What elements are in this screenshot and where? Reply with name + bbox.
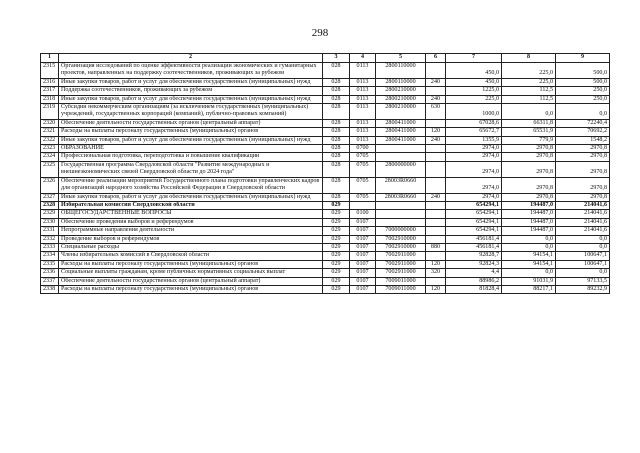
amount-year-1: 92828,7 [446, 252, 502, 260]
ministry-code: 028 [323, 119, 350, 127]
amount-year-2: 2970,8 [502, 145, 556, 153]
ministry-code: 028 [323, 145, 350, 153]
amount-year-3: 72240,4 [556, 119, 610, 127]
table-row [41, 128, 610, 136]
amount-year-1: 88986,2 [446, 277, 502, 285]
amount-year-3: 2970,8 [556, 153, 610, 161]
ministry-code: 028 [323, 128, 350, 136]
target-article-code: 7002911000 [376, 260, 426, 268]
amount-year-2: 65531,9 [502, 128, 556, 136]
amount-year-2: 66311,8 [502, 119, 556, 127]
target-article-code: 7002910000 [376, 235, 426, 243]
ministry-code: 029 [323, 201, 350, 209]
section-code: 0107 [350, 277, 376, 285]
amount-year-3: 97133,5 [556, 277, 610, 285]
row-number: 2320 [41, 119, 59, 127]
column-header: 1 [41, 54, 59, 63]
table-row [41, 277, 610, 285]
ministry-code: 029 [323, 218, 350, 226]
expense-name: Иные закупки товаров, работ и услуг для обеспечения государственных (муниципальных) нужд [59, 78, 323, 86]
expense-name: Субсидии некоммерческим организациям (за исключением государственных (муниципальных) учреждений, государственных корпораций (компаний), публично-правовых компаний) [59, 104, 323, 120]
target-article-code [376, 210, 426, 218]
amount-year-2: 2970,8 [502, 177, 556, 193]
table-row [41, 260, 610, 268]
row-number: 2323 [41, 145, 59, 153]
amount-year-3: 214041,6 [556, 201, 610, 209]
amount-year-3: 2970,8 [556, 177, 610, 193]
row-number: 2338 [41, 285, 59, 293]
expense-type-code [426, 87, 446, 95]
table-row [41, 243, 610, 251]
target-article-code: 7009011000 [376, 277, 426, 285]
expense-name: Расходы на выплаты персоналу государственных (муниципальных) органов [59, 285, 323, 293]
target-article-code [376, 201, 426, 209]
amount-year-1: 2974,0 [446, 153, 502, 161]
target-article-code: 7002911000 [376, 252, 426, 260]
column-header: 3 [323, 54, 350, 63]
section-code: 0113 [350, 95, 376, 103]
ministry-code: 028 [323, 193, 350, 201]
ministry-code: 029 [323, 260, 350, 268]
section-code: 0705 [350, 177, 376, 193]
amount-year-2: 194487,0 [502, 210, 556, 218]
column-header: 4 [350, 54, 376, 63]
target-article-code: 2800411000 [376, 136, 426, 144]
target-article-code: 28003R0660 [376, 177, 426, 193]
amount-year-1: 67028,6 [446, 119, 502, 127]
row-number: 2327 [41, 193, 59, 201]
table-row [41, 145, 610, 153]
row-number: 2336 [41, 269, 59, 277]
amount-year-1: 225,0 [446, 95, 502, 103]
column-header: 9 [556, 54, 610, 63]
table-row [41, 285, 610, 293]
column-header: 8 [502, 54, 556, 63]
row-number: 2328 [41, 201, 59, 209]
row-number: 2333 [41, 243, 59, 251]
target-article-code: 7002911000 [376, 269, 426, 277]
header-row [41, 54, 610, 63]
amount-year-3: 89232,9 [556, 285, 610, 293]
amount-year-1: 456181,4 [446, 235, 502, 243]
expense-type-code [426, 63, 446, 79]
amount-year-3: 100647,1 [556, 252, 610, 260]
amount-year-2: 0,0 [502, 269, 556, 277]
expense-name: Проведение выборов и референдумов [59, 235, 323, 243]
expense-type-code: 240 [426, 193, 446, 201]
target-article-code: 28003R0660 [376, 193, 426, 201]
row-number: 2330 [41, 218, 59, 226]
section-code: 0107 [350, 260, 376, 268]
amount-year-3: 214041,6 [556, 210, 610, 218]
expense-type-code [426, 218, 446, 226]
row-number: 2316 [41, 78, 59, 86]
amount-year-3: 2970,8 [556, 193, 610, 201]
section-code: 0113 [350, 63, 376, 79]
amount-year-1: 450,0 [446, 78, 502, 86]
amount-year-1: 1225,0 [446, 87, 502, 95]
target-article-code [376, 218, 426, 226]
amount-year-2: 194487,0 [502, 227, 556, 235]
row-number: 2324 [41, 153, 59, 161]
amount-year-3: 2970,8 [556, 161, 610, 177]
table-row [41, 95, 610, 103]
table-row [41, 177, 610, 193]
row-number: 2321 [41, 128, 59, 136]
expense-name: ОБЩЕГОСУДАРСТВЕННЫЕ ВОПРОСЫ [59, 210, 323, 218]
amount-year-2: 2970,8 [502, 161, 556, 177]
row-number: 2322 [41, 136, 59, 144]
column-header: 7 [446, 54, 502, 63]
expense-type-code: 240 [426, 78, 446, 86]
amount-year-2: 112,5 [502, 87, 556, 95]
expense-type-code: 630 [426, 104, 446, 120]
expense-type-code [426, 153, 446, 161]
expense-type-code [426, 252, 446, 260]
expense-name: Обеспечение реализации мероприятий Государственного плана подготовки управленческих кадров для организаций народного хозяйства Российской Федерации в Свердловской области [59, 177, 323, 193]
page-number: 298 [311, 27, 329, 39]
ministry-code: 028 [323, 78, 350, 86]
expense-name: Социальные выплаты гражданам, кроме публичных нормативных социальных выплат [59, 269, 323, 277]
target-article-code: 2800210000 [376, 104, 426, 120]
expense-name: Иные закупки товаров, работ и услуг для обеспечения государственных (муниципальных) нужд [59, 193, 323, 201]
amount-year-2: 225,0 [502, 78, 556, 86]
amount-year-3: 250,0 [556, 87, 610, 95]
expense-name: Поддержка соотечественников, проживающих за рубежом [59, 87, 323, 95]
amount-year-2: 91031,9 [502, 277, 556, 285]
table-row [41, 252, 610, 260]
row-number: 2335 [41, 260, 59, 268]
section-code: 0113 [350, 78, 376, 86]
expense-type-code: 240 [426, 136, 446, 144]
row-number: 2319 [41, 104, 59, 120]
amount-year-2: 88217,1 [502, 285, 556, 293]
table-row [41, 227, 610, 235]
amount-year-2: 779,9 [502, 136, 556, 144]
amount-year-1: 654294,1 [446, 201, 502, 209]
expense-name: Непрограммные направления деятельности [59, 227, 323, 235]
ministry-code: 028 [323, 136, 350, 144]
amount-year-2: 0,0 [502, 243, 556, 251]
row-number: 2315 [41, 63, 59, 79]
amount-year-3: 214041,6 [556, 227, 610, 235]
expense-type-code [426, 277, 446, 285]
ministry-code: 028 [323, 87, 350, 95]
amount-year-3: 70692,2 [556, 128, 610, 136]
amount-year-3: 0,0 [556, 104, 610, 120]
target-article-code [376, 153, 426, 161]
expense-name: Расходы на выплаты персоналу государственных (муниципальных) органов [59, 128, 323, 136]
expense-type-code: 880 [426, 243, 446, 251]
expense-type-code [426, 119, 446, 127]
section-code: 0100 [350, 210, 376, 218]
section-code: 0113 [350, 104, 376, 120]
expense-type-code [426, 201, 446, 209]
row-number: 2326 [41, 177, 59, 193]
target-article-code: 2800110000 [376, 63, 426, 79]
target-article-code [376, 145, 426, 153]
section-code [350, 201, 376, 209]
section-code: 0107 [350, 218, 376, 226]
expense-type-code [426, 227, 446, 235]
ministry-code: 029 [323, 243, 350, 251]
expense-name: Обеспечение проведения выборов и референдумов [59, 218, 323, 226]
expense-name: Профессиональная подготовка, переподготовка и повышение квалификации [59, 153, 323, 161]
section-code: 0705 [350, 153, 376, 161]
ministry-code: 028 [323, 161, 350, 177]
table-row [41, 210, 610, 218]
amount-year-3: 500,0 [556, 63, 610, 79]
amount-year-3: 1548,2 [556, 136, 610, 144]
amount-year-1: 654294,1 [446, 227, 502, 235]
budget-table [40, 53, 610, 294]
expense-name: Иные закупки товаров, работ и услуг для обеспечения государственных (муниципальных) нужд [59, 95, 323, 103]
table-row [41, 87, 610, 95]
target-article-code: 2800000000 [376, 161, 426, 177]
expense-name: Обеспечение деятельности государственных органов (центральный аппарат) [59, 119, 323, 127]
table-row [41, 104, 610, 120]
amount-year-3: 100647,1 [556, 260, 610, 268]
amount-year-1: 92824,3 [446, 260, 502, 268]
expense-type-code: 120 [426, 128, 446, 136]
column-header: 6 [426, 54, 446, 63]
target-article-code: 2800411000 [376, 119, 426, 127]
expense-type-code [426, 210, 446, 218]
table-row [41, 136, 610, 144]
expense-type-code: 240 [426, 95, 446, 103]
table-row [41, 193, 610, 201]
section-code: 0113 [350, 128, 376, 136]
section-code: 0107 [350, 243, 376, 251]
amount-year-2: 2970,8 [502, 193, 556, 201]
row-number: 2337 [41, 277, 59, 285]
amount-year-3: 0,0 [556, 235, 610, 243]
expense-name: Избирательная комиссия Свердловской области [59, 201, 323, 209]
target-article-code: 2800110000 [376, 78, 426, 86]
section-code: 0107 [350, 269, 376, 277]
amount-year-3: 0,0 [556, 269, 610, 277]
ministry-code: 028 [323, 153, 350, 161]
amount-year-1: 450,0 [446, 63, 502, 79]
expense-name: Организация исследований по оценке эффективности реализации экономических и гуманитарных проектов, направленных на поддержку соотечественников, проживающих за рубежом [59, 63, 323, 79]
ministry-code: 028 [323, 177, 350, 193]
ministry-code: 029 [323, 235, 350, 243]
row-number: 2332 [41, 235, 59, 243]
amount-year-2: 94154,1 [502, 252, 556, 260]
amount-year-1: 1000,0 [446, 104, 502, 120]
expense-name: Обеспечение деятельности государственных органов (центральный аппарат) [59, 277, 323, 285]
column-header: 2 [59, 54, 323, 63]
expense-name: Государственная программа Свердловской области "Развитие международных и внешнеэкономических связей Свердловской области до 2024 года" [59, 161, 323, 177]
section-code: 0107 [350, 285, 376, 293]
expense-name: ОБРАЗОВАНИЕ [59, 145, 323, 153]
amount-year-3: 250,0 [556, 95, 610, 103]
column-header: 5 [376, 54, 426, 63]
expense-name: Иные закупки товаров, работ и услуг для обеспечения государственных (муниципальных) нужд [59, 136, 323, 144]
section-code: 0705 [350, 193, 376, 201]
ministry-code: 028 [323, 63, 350, 79]
amount-year-1: 2974,0 [446, 177, 502, 193]
amount-year-1: 654294,1 [446, 218, 502, 226]
ministry-code: 029 [323, 252, 350, 260]
table-row [41, 201, 610, 209]
section-code: 0700 [350, 145, 376, 153]
target-article-code: 2800210000 [376, 87, 426, 95]
target-article-code: 7002910000 [376, 243, 426, 251]
row-number: 2318 [41, 95, 59, 103]
amount-year-1: 4,4 [446, 269, 502, 277]
amount-year-2: 225,0 [502, 63, 556, 79]
amount-year-1: 2974,0 [446, 193, 502, 201]
ministry-code: 029 [323, 269, 350, 277]
row-number: 2334 [41, 252, 59, 260]
expense-name: Специальные расходы [59, 243, 323, 251]
amount-year-2: 0,0 [502, 235, 556, 243]
table-row [41, 78, 610, 86]
ministry-code: 028 [323, 104, 350, 120]
amount-year-3: 2970,8 [556, 145, 610, 153]
section-code: 0107 [350, 252, 376, 260]
section-code: 0107 [350, 227, 376, 235]
expense-type-code [426, 177, 446, 193]
expense-name: Члены избирательных комиссий в Свердловской области [59, 252, 323, 260]
expense-type-code [426, 161, 446, 177]
row-number: 2317 [41, 87, 59, 95]
amount-year-3: 0,0 [556, 243, 610, 251]
section-code: 0113 [350, 87, 376, 95]
expense-type-code: 320 [426, 269, 446, 277]
expense-name: Расходы на выплаты персоналу государственных (муниципальных) органов [59, 260, 323, 268]
section-code: 0113 [350, 136, 376, 144]
expense-type-code [426, 235, 446, 243]
target-article-code: 7009011000 [376, 285, 426, 293]
amount-year-3: 500,0 [556, 78, 610, 86]
amount-year-1: 2974,0 [446, 161, 502, 177]
ministry-code: 029 [323, 227, 350, 235]
expense-type-code: 120 [426, 285, 446, 293]
section-code: 0705 [350, 161, 376, 177]
amount-year-1: 456181,4 [446, 243, 502, 251]
target-article-code: 2800411000 [376, 128, 426, 136]
target-article-code: 7000000000 [376, 227, 426, 235]
amount-year-1: 1355,9 [446, 136, 502, 144]
target-article-code: 2800210000 [376, 95, 426, 103]
amount-year-2: 112,5 [502, 95, 556, 103]
ministry-code: 029 [323, 210, 350, 218]
table-row [41, 63, 610, 79]
table-row [41, 235, 610, 243]
amount-year-2: 0,0 [502, 104, 556, 120]
section-code: 0113 [350, 119, 376, 127]
table-row [41, 218, 610, 226]
table-row [41, 269, 610, 277]
table-row [41, 119, 610, 127]
table-row [41, 153, 610, 161]
amount-year-1: 65672,7 [446, 128, 502, 136]
expense-type-code: 120 [426, 260, 446, 268]
expense-type-code [426, 145, 446, 153]
row-number: 2325 [41, 161, 59, 177]
section-code: 0107 [350, 235, 376, 243]
row-number: 2329 [41, 210, 59, 218]
amount-year-1: 654294,1 [446, 210, 502, 218]
row-number: 2331 [41, 227, 59, 235]
amount-year-2: 194487,0 [502, 218, 556, 226]
ministry-code: 029 [323, 277, 350, 285]
amount-year-2: 194487,0 [502, 201, 556, 209]
ministry-code: 029 [323, 285, 350, 293]
amount-year-1: 81828,4 [446, 285, 502, 293]
amount-year-1: 2974,0 [446, 145, 502, 153]
amount-year-2: 2970,8 [502, 153, 556, 161]
amount-year-2: 94154,1 [502, 260, 556, 268]
table-row [41, 161, 610, 177]
amount-year-3: 214041,6 [556, 218, 610, 226]
ministry-code: 028 [323, 95, 350, 103]
